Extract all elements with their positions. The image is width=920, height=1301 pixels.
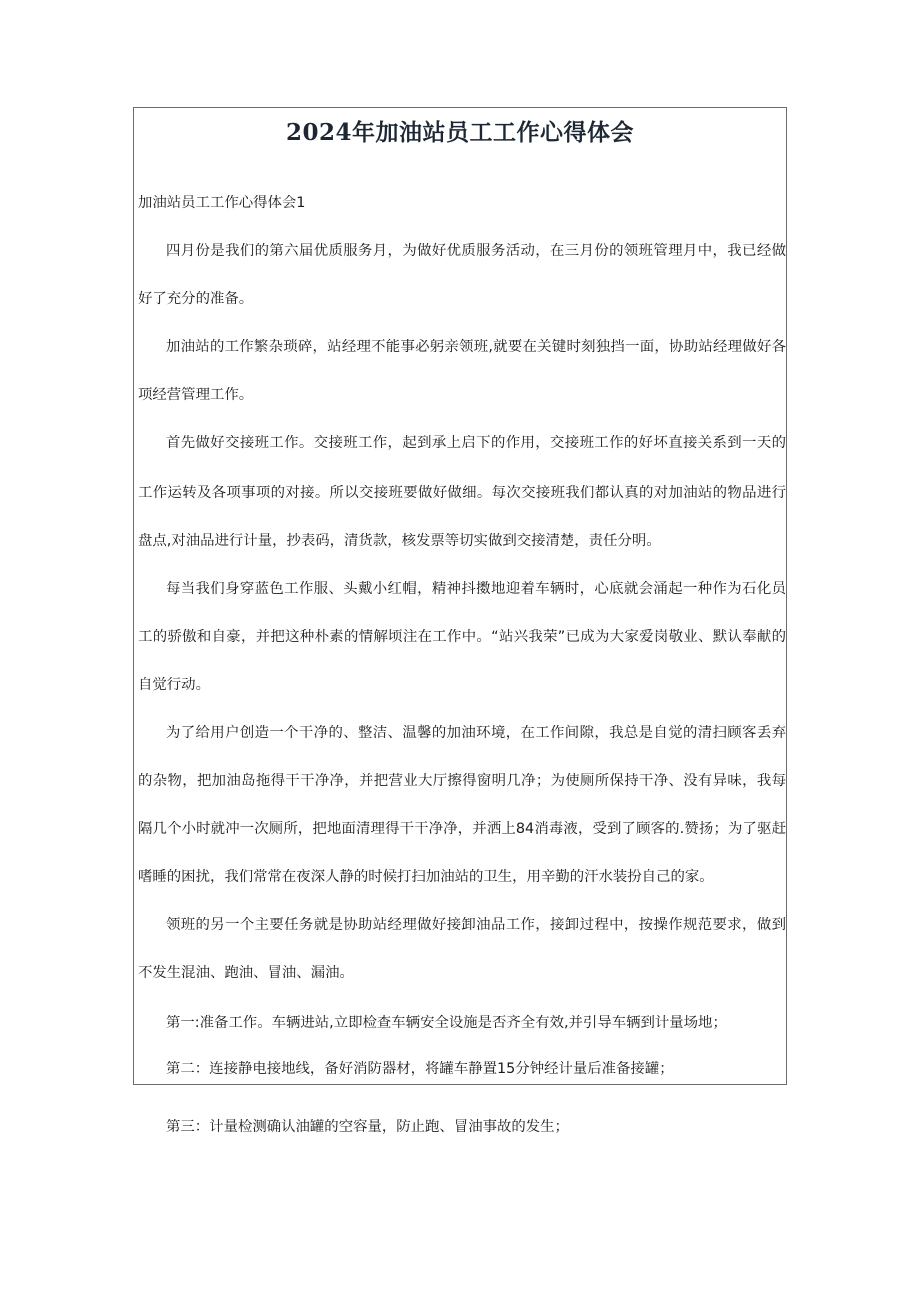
paragraph-line: 好了充分的准备。	[138, 291, 254, 307]
paragraph-line: 不发生混油、跑油、冒油、漏油。	[138, 965, 354, 981]
paragraph-line: 嗜睡的困扰，我们常常在夜深人静的时候打扫加油站的卫生，用辛勤的汗水装扮自己的家。	[138, 869, 714, 885]
paragraph-line: 为了给用户创造一个干净的、整洁、温馨的加油环境，在工作间隙，我总是自觉的清扫顾客丢弃	[166, 725, 786, 741]
section-heading: 加油站员工工作心得体会1	[138, 195, 306, 211]
paragraph-line: 第三：计量检测确认油罐的空容量，防止跑、冒油事故的发生；	[166, 1119, 569, 1135]
paragraph-line: 自觉行动。	[138, 677, 210, 693]
paragraph-line: 加油站的工作繁杂琐碎，站经理不能事必躬亲领班,就要在关键时刻独挡一面，协助站经理做好各	[166, 339, 786, 355]
paragraph-line: 隔几个小时就冲一次厕所，把地面清理得干干净净，并洒上84消毒液，受到了顾客的.赞扬；为了驱赶	[138, 821, 786, 837]
paragraph-line: 领班的另一个主要任务就是协助站经理做好接卸油品工作，接卸过程中，按操作规范要求，做到	[166, 917, 786, 933]
paragraph-line: 工的骄傲和自豪，并把这种朴素的情解顷注在工作中。“站兴我荣”已成为大家爱岗敬业、默认奉献的	[138, 629, 786, 645]
paragraph-line: 工作运转及各项事项的对接。所以交接班要做好做细。每次交接班我们都认真的对加油站的物品进行	[138, 485, 786, 501]
paragraph-line: 的杂物，把加油岛拖得干干净净，并把营业大厅擦得窗明几净；为使厕所保持干净、没有异味，我每	[138, 773, 786, 789]
paragraph-line: 盘点,对油品进行计量，抄表码，清货款，核发票等切实做到交接清楚，责任分明。	[138, 533, 661, 549]
paragraph-line: 项经营管理工作。	[138, 387, 254, 403]
paragraph-line: 四月份是我们的第六届优质服务月，为做好优质服务活动，在三月份的领班管理月中，我已经做	[166, 243, 786, 259]
paragraph-line: 第二：连接静电接地线，备好消防器材，将罐车静置15分钟经计量后准备接罐；	[166, 1061, 674, 1077]
paragraph-line: 首先做好交接班工作。交接班工作，起到承上启下的作用，交接班工作的好坏直接关系到一天的	[166, 435, 786, 451]
paragraph-line: 每当我们身穿蓝色工作服、头戴小红帽，精神抖擞地迎着车辆时，心底就会涌起一种作为石化员	[166, 581, 786, 597]
paragraph-line: 第一:准备工作。车辆进站,立即检查车辆安全设施是否齐全有效,并引导车辆到计量场地；	[166, 1015, 727, 1031]
document-title: 2024年加油站员工工作心得体会	[285, 119, 634, 146]
